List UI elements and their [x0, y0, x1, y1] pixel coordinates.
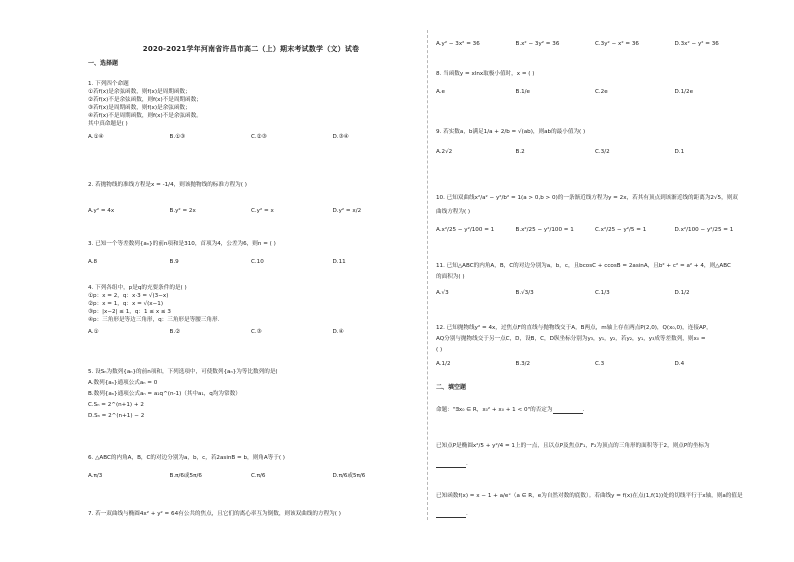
- option-row: [436, 360, 754, 368]
- question-stem: 已知函数f(x) = x − 1 + a/eˣ（a ∈ R，e为自然对数的底数）。若曲线y = f(x)在点(1,f(1))处的切线平行于x轴，则a的值是: [436, 493, 743, 499]
- option-c[interactable]: C.y² = x: [251, 208, 274, 214]
- option-row: [436, 88, 754, 96]
- option-b[interactable]: B.2: [515, 149, 525, 155]
- option-b[interactable]: B.①③: [169, 134, 186, 140]
- option-c[interactable]: C.x²/25 − y²/5 = 1: [595, 227, 647, 233]
- question-stem: 8. 当函数y = xlnx取极小值时，x = ( ): [436, 71, 535, 77]
- question-6: [88, 454, 414, 480]
- question-text: 命题："∃x₀ ∈ R，x₀² + x₀ + 1 < 0"的否定为: [436, 407, 553, 413]
- option-b[interactable]: B.y² = 2x: [169, 208, 196, 214]
- statement-2: ②p：x = 1，q：x = √(x−1): [88, 301, 164, 307]
- section-heading-fill: 二、填空题: [436, 384, 467, 391]
- question-4: [88, 284, 414, 336]
- question-stem-cont: 的面积为( ): [436, 274, 465, 280]
- option-d[interactable]: D.x²/100 − y²/25 = 1: [674, 227, 734, 233]
- option-row: [88, 207, 414, 215]
- statement-4: ④若f(x)不是周期函数，则f(x)不是余弦函数。: [88, 113, 202, 119]
- question-stem: 2. 若抛物线的准线方程是x = -1/4，则该抛物线的标准方程为( ): [88, 182, 247, 188]
- option-a[interactable]: A.2√2: [436, 149, 453, 155]
- question-2: [88, 181, 414, 215]
- section-heading-choice: 一、选择题: [88, 60, 119, 67]
- statement-3: ③若f(x)是周期函数，则f(x)是余弦函数；: [88, 105, 191, 111]
- option-b[interactable]: B.π/6或5π/6: [169, 473, 202, 479]
- option-a[interactable]: A.数列{aₙ}通项公式aₙ = 0: [88, 380, 158, 386]
- option-b[interactable]: B.3/2: [515, 361, 531, 367]
- option-row: [88, 328, 414, 336]
- answer-blank[interactable]: [436, 461, 466, 468]
- question-stem: 已知点P是椭圆x²/5 + y²/4 = 1上的一点，且以点P及焦点F₁，F₂为顶点的三角形的面积等于2，则点P的坐标为: [436, 443, 710, 449]
- question-end: .: [582, 407, 585, 413]
- option-a[interactable]: A.y² = 4x: [88, 208, 115, 214]
- answer-line: [436, 510, 754, 518]
- statement-1: ①若f(x)是余弦函数，则f(x)是周期函数；: [88, 89, 191, 95]
- question-7: [88, 510, 414, 518]
- option-c[interactable]: C.3y² − x² = 36: [595, 41, 639, 47]
- option-d[interactable]: D.11: [332, 259, 346, 265]
- question-stem: 11. 已知△ABC的内角A，B，C的对边分别为a，b，c，且bcosC + ccosB = 2asinA，且b² + c² = a² + 4，则△ABC: [436, 263, 731, 269]
- option-c[interactable]: C.Sₙ = 2^(n+1) + 2: [88, 402, 144, 408]
- option-a[interactable]: A.8: [88, 259, 98, 265]
- option-row: [88, 472, 414, 480]
- question-10: [436, 194, 754, 234]
- option-a[interactable]: A.①: [88, 329, 99, 335]
- answer-blank[interactable]: [436, 511, 466, 518]
- option-row: [436, 289, 754, 297]
- fill-question-15: [436, 492, 754, 518]
- option-b[interactable]: B.√3/3: [515, 290, 534, 296]
- option-a[interactable]: A.π/3: [88, 473, 103, 479]
- option-row: [436, 40, 754, 48]
- option-b[interactable]: B.1/e: [515, 89, 531, 95]
- question-9: [436, 128, 754, 156]
- option-c[interactable]: C.③: [251, 329, 262, 335]
- question-3: [88, 240, 414, 266]
- option-b[interactable]: B.9: [169, 259, 179, 265]
- question-12: [436, 324, 754, 368]
- question-tail: 其中真命题是( ): [88, 121, 128, 127]
- question-5: [88, 368, 414, 420]
- option-row: [88, 133, 414, 141]
- question-stem: 4. 下列各组中，p是q的充要条件的是( ): [88, 285, 187, 291]
- option-row: [436, 148, 754, 156]
- question-7-options: [436, 40, 754, 48]
- question-stem: 6. △ABC的内角A，B，C的对边分别为a，b，c，若2asinB = b，则角A等于( ): [88, 455, 285, 461]
- option-row: [88, 258, 414, 266]
- column-divider: [427, 30, 428, 520]
- question-stem-cont: 曲线方程为( ): [436, 209, 471, 215]
- option-b[interactable]: B.②: [169, 329, 181, 335]
- option-a[interactable]: A.①④: [88, 134, 104, 140]
- question-stem: 7. 若一双曲线与椭圆4x² + y² = 64有公共的焦点，且它们的离心率互为倒数，则该双曲线的方程为( ): [88, 511, 341, 517]
- question-stem: [436, 406, 754, 414]
- option-c[interactable]: C.1/3: [595, 290, 610, 296]
- option-d[interactable]: D.Sₙ = 2^(n+1) − 2: [88, 413, 145, 419]
- option-d[interactable]: D.3x² − y² = 36: [674, 41, 719, 47]
- answer-line: [436, 460, 754, 468]
- answer-blank[interactable]: [553, 407, 583, 414]
- option-d[interactable]: D.y² = x/2: [332, 208, 362, 214]
- question-stem: 3. 已知一个等差数列{aₙ}的前n项和是310，首项为4，公差为6，则n = ( ): [88, 241, 276, 247]
- question-end: .: [466, 461, 468, 467]
- statement-1: ①p：x = 2，q：x·3 = √(3−x): [88, 293, 169, 299]
- question-stem-cont: ( ): [436, 347, 443, 353]
- option-c[interactable]: C.②③: [251, 134, 267, 140]
- statement-4: ④p：三角形是等边三角形，q：三角形是等腰三角形.: [88, 317, 220, 323]
- option-d[interactable]: D.④: [332, 329, 344, 335]
- question-1: [88, 80, 414, 141]
- question-stem: 9. 若实数a，b满足1/a + 2/b = √(ab)，则ab的最小值为( ): [436, 129, 586, 135]
- option-c[interactable]: C.3: [595, 361, 605, 367]
- question-stem: 12. 已知抛物线y² = 4x，过焦点F的直线与抛物线交于A，B两点，m轴上存在两点P(2,0)，Q(x₀,0)，连接AP，: [436, 325, 712, 331]
- option-c[interactable]: C.3/2: [595, 149, 610, 155]
- option-a[interactable]: A.e: [436, 89, 445, 95]
- fill-question-14: [436, 442, 754, 468]
- option-c[interactable]: C.10: [251, 259, 264, 265]
- question-stem: 1. 下列四个命题: [88, 81, 129, 87]
- question-stem: 10. 已知双曲线x²/a² − y²/b² = 1(a > 0,b > 0)的一条渐近线方程为y = 2x，若其有顶点到该渐近线的距离为2√5，则双: [436, 195, 738, 201]
- option-a[interactable]: A.x²/25 − y²/100 = 1: [436, 227, 495, 233]
- option-row: [436, 226, 754, 234]
- option-c[interactable]: C.2e: [595, 89, 608, 95]
- option-d[interactable]: D.1: [674, 149, 685, 155]
- option-b[interactable]: B.x² − 3y² = 36: [515, 41, 560, 47]
- question-end: .: [466, 511, 468, 517]
- question-stem-cont: AQ分别与抛物线交于另一点C，D，设B，C，D纵坐标分别为y₃，y₁，y₂，若y₂，y₁，y₃成等差数列，则x₀ =: [436, 336, 706, 342]
- option-a[interactable]: A.1/2: [436, 361, 451, 367]
- option-c[interactable]: C.π/6: [251, 473, 266, 479]
- option-a[interactable]: A.y² − 3x² = 36: [436, 41, 480, 47]
- option-d[interactable]: D.③④: [332, 134, 349, 140]
- option-b[interactable]: B.x²/25 − y²/100 = 1: [515, 227, 574, 233]
- question-11: [436, 262, 754, 297]
- option-a[interactable]: A.√3: [436, 290, 449, 296]
- question-stem: 5. 设Sₙ为数列{aₙ}的前n项和，下列选项中，可使数列{aₙ}为等比数列的是(: [88, 369, 278, 375]
- fill-question-13: [436, 406, 754, 414]
- option-d[interactable]: D.1/2e: [674, 89, 694, 95]
- statement-3: ③p：|x−2| ≤ 1，q：1 ≤ x ≤ 3: [88, 309, 171, 315]
- option-d[interactable]: D.4: [674, 361, 685, 367]
- exam-title: 2020-2021学年河南省许昌市高二（上）期末考试数学（文）试卷: [142, 45, 360, 53]
- statement-2: ②若f(x)不是余弦函数，则f(x)不是周期函数；: [88, 97, 202, 103]
- option-b[interactable]: B.数列{aₙ}通项公式aₙ = a₁q^(n-1)（其中a₁，q均为常数）: [88, 391, 241, 397]
- question-8: [436, 70, 754, 96]
- option-d[interactable]: D.1/2: [674, 290, 690, 296]
- option-d[interactable]: D.π/6或5π/6: [332, 473, 366, 479]
